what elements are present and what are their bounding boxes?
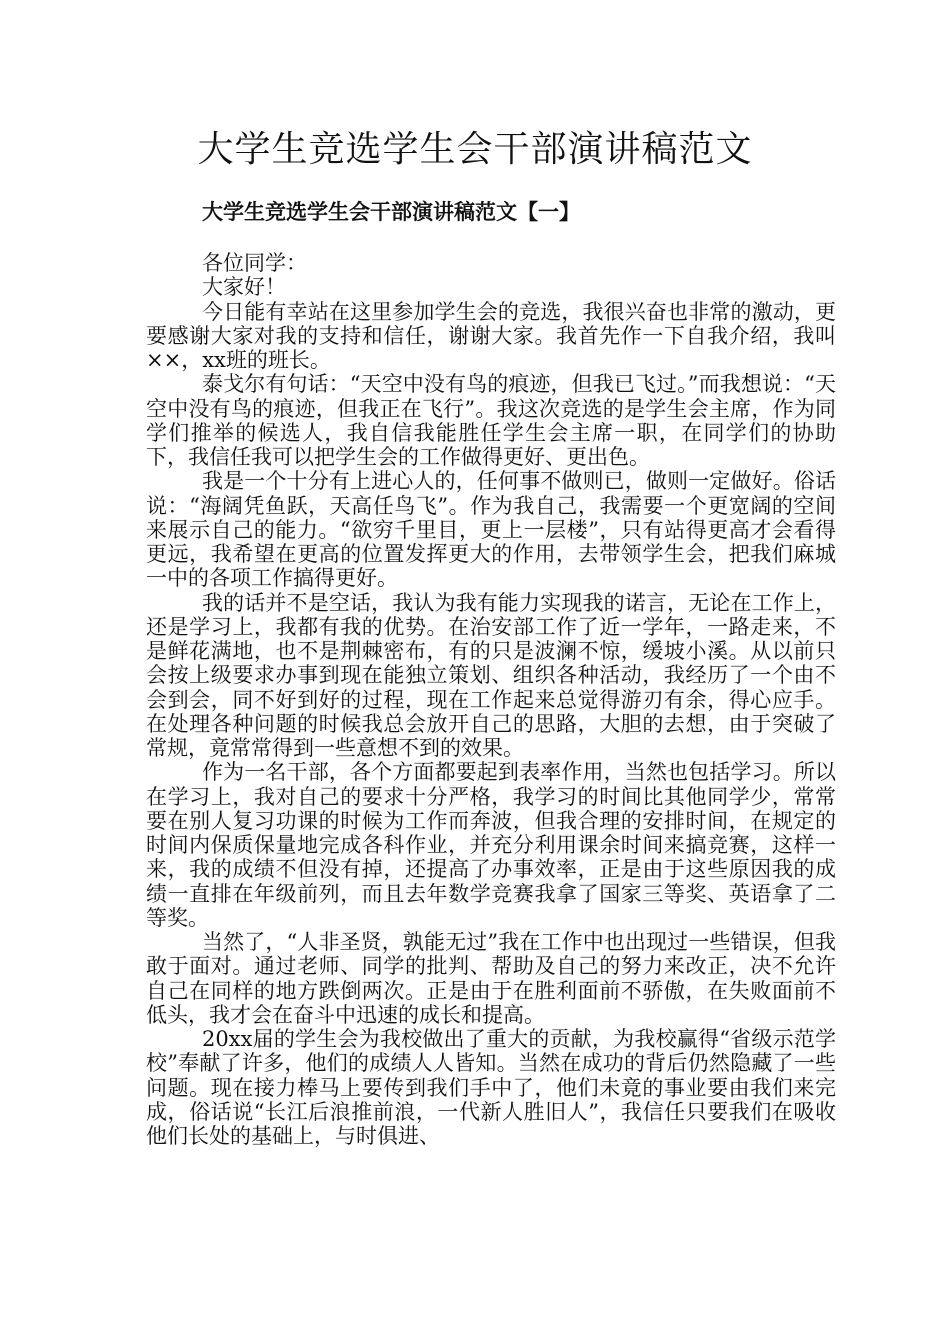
- paragraph: 当然了，“人非圣贤，孰能无过”我在工作中也出现过一些错误，但我敢于面对。通过老师、同学的批判、帮助及自己的努力来改正，决不允许自己在同样的地方跌倒两次。正是由于在胜利面前不骄傲，在失败面前不低头，我才会在奋斗中迅速的成长和提高。: [146, 930, 836, 1027]
- paragraph-greeting: 大家好！: [202, 275, 286, 300]
- paragraph: 今日能有幸站在这里参加学生会的竞选，我很兴奋也非常的激动，更要感谢大家对我的支持和信任，谢谢大家。我首先作一下自我介绍，我叫××，xx班的班长。: [146, 299, 836, 372]
- paragraph: 泰戈尔有句话：“天空中没有鸟的痕迹，但我已飞过。”而我想说：“天空中没有鸟的痕迹，但我正在飞行”。我这次竞选的是学生会主席，作为同学们推举的候选人，我自信我能胜任学生会主席一职，在同学们的协助下，我信任我可以把学生会的工作做得更好、更出色。: [146, 372, 836, 469]
- section-heading: 大学生竞选学生会干部演讲稿范文【一】: [202, 199, 580, 224]
- paragraph: 我的话并不是空话，我认为我有能力实现我的诺言，无论在工作上，还是学习上，我都有我的优势。在治安部工作了近一学年，一路走来，不是鲜花满地，也不是荆棘密布，有的只是波澜不惊，缓坡小溪。从以前只会按上级要求办事到现在能独立策划、组织各种活动，我经历了一个由不会到会，同不好到好的过程，现在工作起来总觉得游刃有余，得心应手。在处理各种问题的时候我总会放开自己的思路，大胆的去想，由于突破了常规，竟常常得到一些意想不到的效果。: [146, 590, 836, 760]
- document-body: [146, 251, 836, 1148]
- paragraph: 我是一个十分有上进心人的，任何事不做则已，做则一定做好。俗话说：“海阔凭鱼跃，天高任鸟飞”。作为我自己，我需要一个更宽阔的空间来展示自己的能力。“欲穷千里目，更上一层楼”，只有站得更高才会看得更远，我希望在更高的位置发挥更大的作用，去带领学生会，把我们麻城一中的各项工作搞得更好。: [146, 469, 836, 591]
- paragraph-salutation: 各位同学：: [202, 251, 307, 275]
- paragraph: 作为一名干部，各个方面都要起到表率作用，当然也包括学习。所以在学习上，我对自己的要求十分严格，我学习的时间比其他同学少，常常要在别人复习功课的时候为工作而奔波，但我合理的安排时间，在规定的时间内保质保量地完成各科作业，并充分利用课余时间来搞竞赛，这样一来，我的成绩不但没有掉，还提高了办事效率，正是由于这些原因我的成绩一直排在年级前列，而且去年数学竞赛我拿了国家三等奖、英语拿了二等奖。: [146, 760, 836, 930]
- paragraph: 20xx届的学生会为我校做出了重大的贡献，为我校赢得“省级示范学校”奉献了许多，他们的成绩人人皆知。当然在成功的背后仍然隐藏了一些问题。现在接力棒马上要传到我们手中了，他们未竟的事业要由我们来完成，俗话说“长江后浪推前浪，一代新人胜旧人”，我信任只要我们在吸收他们长处的基础上，与时俱进、: [146, 1027, 836, 1148]
- document-title: 大学生竞选学生会干部演讲稿范文: [197, 129, 753, 170]
